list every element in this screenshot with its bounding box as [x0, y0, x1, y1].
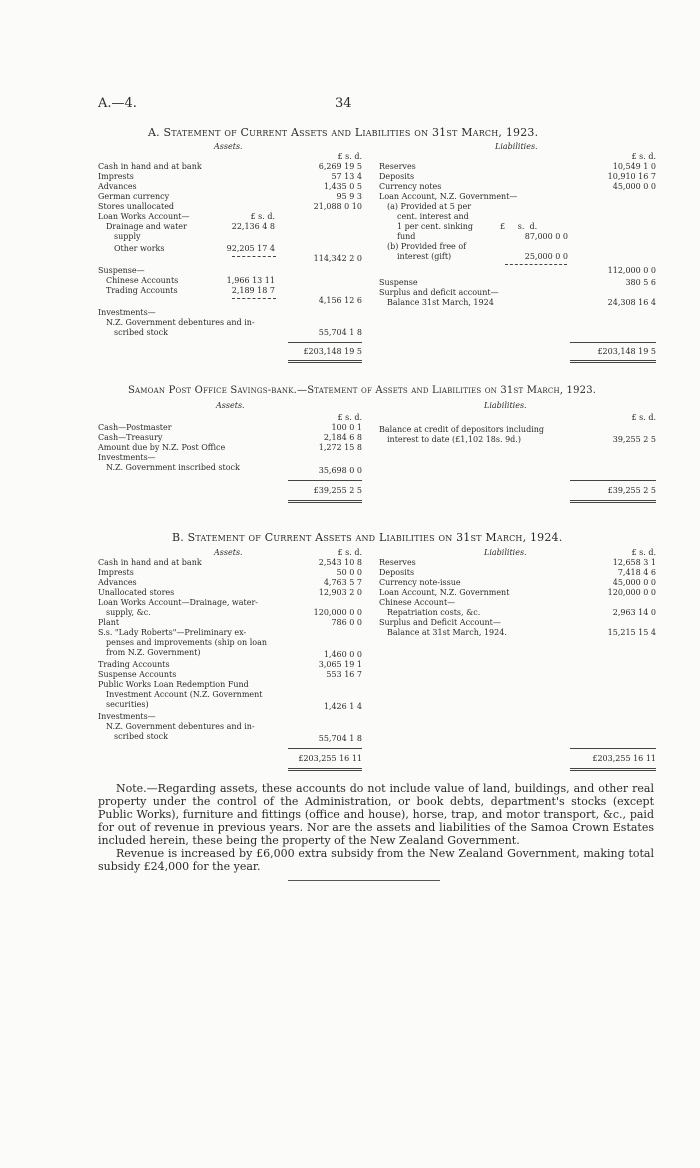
- liability-label: Currency note-issue: [379, 578, 461, 587]
- investments-value: 55,704 1 8: [318, 328, 362, 337]
- total-rule: [288, 480, 362, 481]
- asset-value: 1,435 0 5: [323, 182, 362, 191]
- asset-value: 21,088 0 10: [313, 202, 362, 211]
- liability-value: 45,000 0 0: [612, 182, 656, 191]
- total-rule: [288, 342, 362, 343]
- investments-line: N.Z. Government debentures and in-: [106, 318, 255, 327]
- loan-works-item-label: Other works: [114, 244, 165, 253]
- total-double-rule: [570, 360, 656, 363]
- asset-label: Stores unallocated: [98, 202, 175, 211]
- assets-total: £39,255 2 5: [313, 486, 362, 495]
- liability-line: interest to date (£1,102 18s. 9d.): [387, 435, 521, 444]
- asset-label: Advances: [98, 182, 137, 191]
- currency-header: £ s. d.: [337, 413, 362, 422]
- liability-value: 10,910 16 7: [607, 172, 656, 181]
- total-rule: [570, 342, 656, 343]
- note-paragraph: Note.—Regarding assets, these accounts do not include value of land, buildings, and other real property under the control of the Administration, or book debts, department's stocks (except Public Works), furniture and fittings (office and house), horse, trap, and motor transport, &c., paid for out of revenue in previous years. Nor are the assets and liabilities of the Samoa Crown Estates included herein, these being the property of the New Zealand Government.: [98, 782, 654, 847]
- surplus-label: Surplus and Deficit Account—: [379, 618, 501, 627]
- total-rule: [570, 748, 656, 749]
- suspense-item-value: 2,189 18 7: [231, 286, 275, 295]
- surplus-line: Balance 31st March, 1924: [387, 298, 494, 307]
- currency-header: £ s. d.: [631, 548, 656, 557]
- liability-label: Deposits: [379, 172, 415, 181]
- loan-a-line: 1 per cent. sinking: [397, 222, 474, 231]
- post-office-title: Samoan Post Office Savings-bank.—Statement of Assets and Liabilities on 31st March, 1923.: [128, 385, 597, 396]
- liability-label: Reserves: [379, 162, 416, 171]
- asset-label: Unallocated stores: [98, 588, 175, 597]
- subtotal-rule: [505, 264, 567, 265]
- total-rule: [570, 480, 656, 481]
- pwl-line: Investment Account (N.Z. Government: [106, 690, 263, 699]
- loan-works-line: Loan Works Account—Drainage, water-: [98, 598, 259, 607]
- loan-works-item-label-cont: supply: [114, 232, 141, 241]
- liability-label: Loan Account, N.Z. Government: [379, 588, 510, 597]
- surplus-line: Balance at 31st March, 1924.: [387, 628, 507, 637]
- surplus-value: 24,308 16 4: [607, 298, 656, 307]
- liability-value: 12,658 3 1: [612, 558, 656, 567]
- loan-works-label: Loan Works Account—: [98, 212, 190, 221]
- asset-label: Imprests: [98, 568, 134, 577]
- asset-label: Amount due by N.Z. Post Office: [98, 443, 226, 452]
- investments-line: N.Z. Government inscribed stock: [106, 463, 240, 472]
- loan-b-value: 25,000 0 0: [524, 252, 568, 261]
- suspense-item-value: 1,966 13 11: [226, 276, 275, 285]
- suspense-item-label: Chinese Accounts: [106, 276, 179, 285]
- trading-label: Trading Accounts: [98, 660, 170, 669]
- asset-value: 6,269 19 5: [318, 162, 362, 171]
- pwl-line: securities): [106, 700, 149, 709]
- total-double-rule: [288, 360, 362, 363]
- subtotal-rule: [232, 256, 276, 257]
- loan-works-value: 120,000 0 0: [313, 608, 362, 617]
- liability-line: Balance at credit of depositors including: [379, 425, 545, 434]
- plant-value: 786 0 0: [331, 618, 362, 627]
- asset-label: Cash in hand and at bank: [98, 558, 202, 567]
- loan-a-line: cent. interest and: [397, 212, 469, 221]
- liability-value: 10,549 1 0: [612, 162, 656, 171]
- loan-b-line: (b) Provided free of: [387, 242, 467, 251]
- lady-roberts-value: 1,460 0 0: [323, 650, 362, 659]
- footer-rule: [288, 880, 440, 881]
- note-paragraph: Revenue is increased by £6,000 extra subsidy from the New Zealand Government, making total subsidy £24,000 for the year.: [98, 847, 654, 873]
- loan-works-item-label: Drainage and water: [106, 222, 187, 231]
- loan-a-value: 87,000 0 0: [524, 232, 568, 241]
- section-a-liabilities-heading: Liabilities.: [495, 142, 538, 151]
- liability-value: 7,418 4 6: [617, 568, 656, 577]
- liability-value: 39,255 2 5: [612, 435, 656, 444]
- chinese-label: Chinese Account—: [379, 598, 456, 607]
- investments-line: scribed stock: [114, 328, 168, 337]
- investments-label: Investments—: [98, 453, 156, 462]
- suspense-total: 4,156 12 6: [318, 296, 362, 305]
- pwl-value: 1,426 1 4: [323, 702, 362, 711]
- asset-label: Cash—Postmaster: [98, 423, 172, 432]
- suspense-liability-label: Suspense: [379, 278, 418, 287]
- surplus-label: Surplus and deficit account—: [379, 288, 499, 297]
- asset-label: Imprests: [98, 172, 134, 181]
- investments-value: 35,698 0 0: [318, 466, 362, 475]
- asset-value: 95 9 3: [336, 192, 362, 201]
- asset-value: 100 0 1: [331, 423, 362, 432]
- liability-value: 120,000 0 0: [607, 588, 656, 597]
- investments-value: 55,704 1 8: [318, 734, 362, 743]
- currency-header: £ s. d.: [337, 548, 362, 557]
- liabilities-total: £39,255 2 5: [607, 486, 656, 495]
- section-b-liabilities-heading: Liabilities.: [484, 548, 527, 557]
- asset-value: 50 0 0: [336, 568, 362, 577]
- liability-label: Deposits: [379, 568, 415, 577]
- currency-header: £ s. d.: [337, 152, 362, 161]
- lady-roberts-line: penses and improvements (ship on loan: [106, 638, 267, 647]
- loan-works-currency: £ s. d.: [250, 212, 275, 221]
- loan-b-line: interest (gift): [397, 252, 452, 261]
- liabilities-total: £203,148 19 5: [597, 347, 656, 356]
- suspense-liability-value: 380 5 6: [625, 278, 656, 287]
- loan-total: 112,000 0 0: [607, 266, 656, 275]
- post-office-liabilities-heading: Liabilities.: [484, 401, 527, 410]
- currency-header: £ s. d.: [631, 152, 656, 161]
- asset-value: 1,272 15 8: [318, 443, 362, 452]
- asset-value: 4,763 5 7: [323, 578, 362, 587]
- asset-value: 2,543 10 8: [318, 558, 362, 567]
- loan-works-line: supply, &c.: [106, 608, 151, 617]
- section-b-title: B. Statement of Current Assets and Liabilities on 31st March, 1924.: [172, 531, 563, 544]
- total-double-rule: [570, 500, 656, 503]
- currency-header: £ s. d.: [631, 413, 656, 422]
- section-a-assets-heading: Assets.: [214, 142, 243, 151]
- asset-label: Cash in hand and at bank: [98, 162, 202, 171]
- total-double-rule: [288, 768, 362, 771]
- asset-value: 12,903 2 0: [318, 588, 362, 597]
- suspense-label: Suspense Accounts: [98, 670, 177, 679]
- lady-roberts-line: S.s. "Lady Roberts"—Preliminary ex-: [98, 628, 247, 637]
- suspense-item-label: Trading Accounts: [106, 286, 178, 295]
- liability-label: Reserves: [379, 558, 416, 567]
- chinese-line: Repatriation costs, &c.: [387, 608, 481, 617]
- plant-label: Plant: [98, 618, 120, 627]
- liability-label: Currency notes: [379, 182, 442, 191]
- section-a-title: A. Statement of Current Assets and Liabilities on 31st March, 1923.: [148, 126, 539, 139]
- subtotal-rule: [232, 298, 276, 299]
- suspense-value: 553 16 7: [326, 670, 362, 679]
- document-code: A.—4.: [98, 96, 137, 111]
- liability-value: 45,000 0 0: [612, 578, 656, 587]
- total-double-rule: [570, 768, 656, 771]
- assets-total: £203,148 19 5: [303, 347, 362, 356]
- pwl-line: Public Works Loan Redemption Fund: [98, 680, 249, 689]
- loan-works-total: 114,342 2 0: [313, 254, 362, 263]
- asset-value: 2,184 6 8: [323, 433, 362, 442]
- asset-label: Cash—Treasury: [98, 433, 163, 442]
- loan-a-line: (a) Provided at 5 per: [387, 202, 472, 211]
- investments-line: N.Z. Government debentures and in-: [106, 722, 255, 731]
- assets-total: £203,255 16 11: [298, 754, 362, 763]
- asset-label: Advances: [98, 578, 137, 587]
- asset-label: German currency: [98, 192, 170, 201]
- total-rule: [288, 748, 362, 749]
- loan-works-item-value: 22,136 4 8: [231, 222, 275, 231]
- note-block: [98, 782, 654, 873]
- loan-currency: £ s. d.: [500, 222, 538, 231]
- asset-value: 57 13 4: [331, 172, 362, 181]
- section-b-assets-heading: Assets.: [214, 548, 243, 557]
- loan-account-label: Loan Account, N.Z. Government—: [379, 192, 518, 201]
- lady-roberts-line: from N.Z. Government): [106, 648, 201, 657]
- post-office-assets-heading: Assets.: [216, 401, 245, 410]
- chinese-value: 2,963 14 0: [612, 608, 656, 617]
- total-double-rule: [288, 500, 362, 503]
- investments-label: Investments—: [98, 712, 156, 721]
- investments-label: Investments—: [98, 308, 156, 317]
- page-number: 34: [335, 96, 352, 111]
- loan-a-line: fund: [397, 232, 416, 241]
- investments-line: scribed stock: [114, 732, 168, 741]
- trading-value: 3,065 19 1: [318, 660, 362, 669]
- loan-works-item-value: 92,205 17 4: [226, 244, 275, 253]
- suspense-label: Suspense—: [98, 266, 145, 275]
- surplus-value: 15,215 15 4: [607, 628, 656, 637]
- liabilities-total: £203,255 16 11: [592, 754, 656, 763]
